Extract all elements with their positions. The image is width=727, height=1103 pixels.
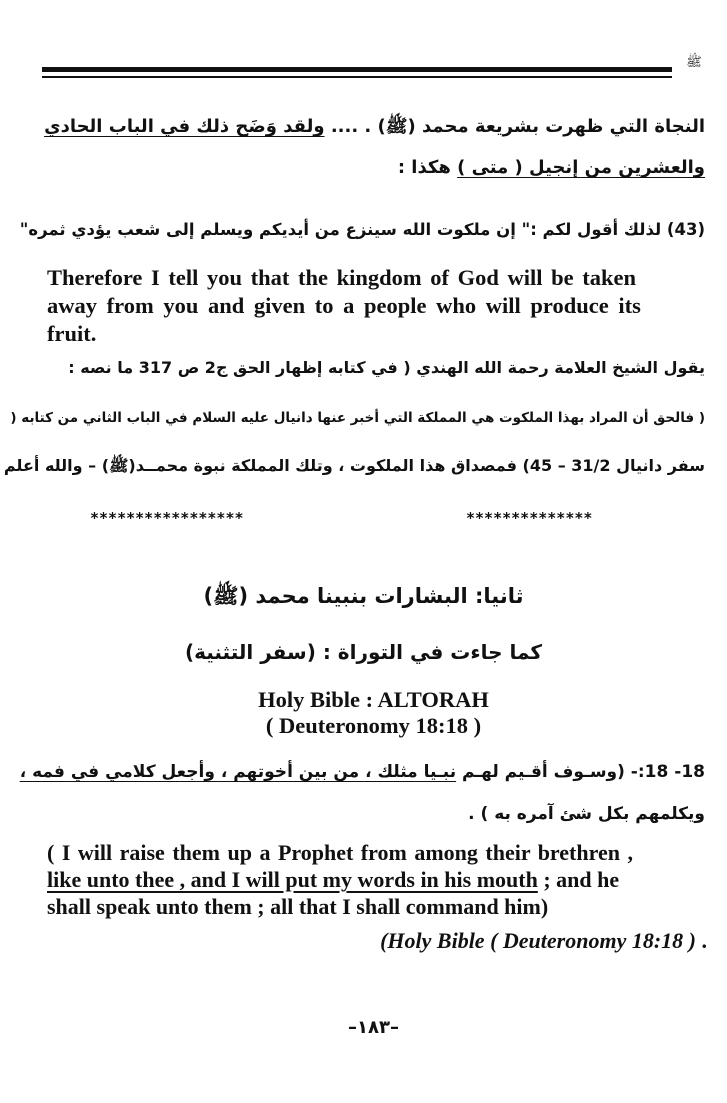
- english-para2-line2-end: ; and he: [537, 867, 620, 892]
- verse-18-arabic-line1: [20, 762, 705, 782]
- citation: [380, 928, 707, 954]
- verse-18-arabic-line2: ويكلمهم بكل شئ آمره به ) .: [468, 804, 705, 824]
- english-para1-line1: Therefore I tell you that the kingdom of God will be taken: [47, 265, 637, 290]
- english-para1-line3: fruit.: [47, 321, 97, 346]
- commentary-line2: ( فالحق أن المراد بهذا الملكوت هي المملكة التي أخبر عنها دانيال عليه السلام في الباب الثاني من كتابه (: [10, 410, 705, 426]
- citation-text: (Holy Bible ( Deuteronomy 18:18 ): [380, 928, 696, 953]
- page-number: –١٨٣–: [348, 1017, 399, 1038]
- arabic-para1-line2-underlined: والعشرين من إنجيل ( متى ): [457, 157, 705, 178]
- english-para2-line1: ( I will raise them up a Prophet from among their brethren ,: [47, 840, 633, 865]
- english-para2-line2-underlined: like unto thee , and I will put my words in his mouth: [47, 867, 538, 892]
- separator-stars-right: **************: [466, 509, 593, 527]
- arabic-para1-line2-end: هكذا :: [397, 157, 458, 178]
- commentary-line1: يقول الشيخ العلامة رحمة الله الهندي ( في كتابه إظهار الحق ج2 ص 317 ما نصه :: [68, 358, 705, 377]
- header-rule-thin: [42, 76, 672, 78]
- verse-18-arabic-line1-start: 18- 18:- (وسـوف أقـيم لهـم: [456, 762, 705, 782]
- separator-stars-left: *****************: [90, 509, 244, 527]
- verse-18-arabic-line1-underlined: نبـيا مثلك ، من بين أخوتهم ، وأجعل كلامي في فمه ،: [19, 762, 457, 782]
- commentary-line3: سفر دانيال 31/2 – 45) فمصداق هذا الملكوت ، وتلك المملكة نبوة محمــد(ﷺ) – والله أعلم: [3, 456, 705, 475]
- arabic-para1-line1: [44, 115, 705, 141]
- header-rule-thick: [42, 67, 672, 72]
- prophet-salutation-emblem: ﷺ: [686, 55, 702, 70]
- bible-heading-title: Holy Bible : ALTORAH: [258, 687, 489, 712]
- english-para1-line2: away from you and given to a people who will produce its: [47, 293, 641, 318]
- bible-heading-reference: ( Deuteronomy 18:18 ): [265, 713, 482, 738]
- arabic-para1-line2: [398, 157, 705, 178]
- english-para2-line2: [47, 867, 619, 893]
- arabic-para1-line1-start: النجاة التي ظهرت بشريعة محمد (ﷺ) . ....: [324, 116, 705, 137]
- section-title: ثانيا: البشارات بنبينا محمد (ﷺ): [203, 584, 524, 608]
- english-para2-line3: shall speak unto them ; all that I shall command him): [47, 894, 549, 919]
- section-subtitle: كما جاءت في التوراة : (سفر التثنية): [184, 640, 543, 664]
- arabic-para1-line1-underlined: ولقد وَضَح ذلك في الباب الحادي: [44, 116, 325, 137]
- citation-end: .: [696, 928, 707, 953]
- verse-43-arabic: (43) لذلك أقول لكم :" إن ملكوت الله سينزع من أيديكم ويسلم إلى شعب يؤدي ثمره": [19, 220, 705, 239]
